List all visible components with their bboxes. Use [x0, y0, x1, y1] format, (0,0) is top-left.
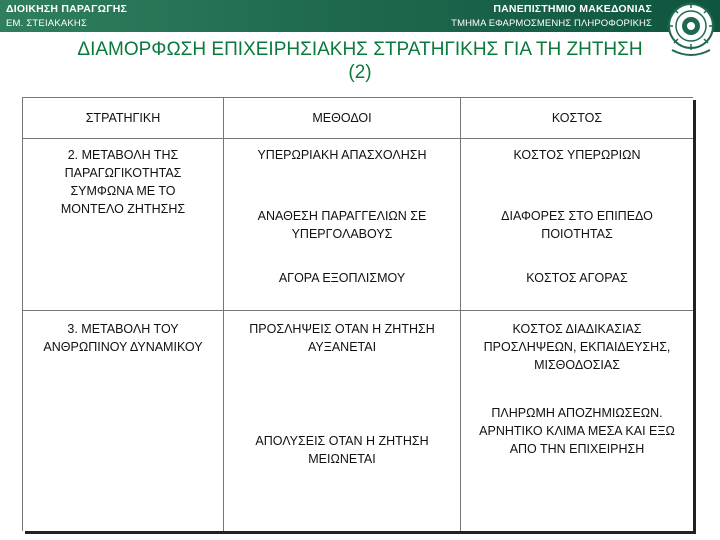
- page-title: [0, 38, 720, 84]
- strategy-table: [22, 97, 693, 531]
- method-cell: ΑΠΟΛΥΣΕΙΣ ΟΤΑΝ Η ΖΗΤΗΣΗ ΜΕΙΩΝΕΤΑΙ: [255, 434, 429, 466]
- title-line-2: (2): [348, 62, 372, 83]
- course-info: [6, 3, 127, 29]
- cost-cell: ΔΙΑΦΟΡΕΣ ΣΤΟ ΕΠΙΠΕΔΟ ΠΟΙΟΤΗΤΑΣ: [501, 209, 653, 241]
- header-methods: ΜΕΘΟΔΟΙ: [312, 111, 372, 125]
- header-cost: ΚΟΣΤΟΣ: [551, 111, 603, 125]
- header-band: [0, 0, 720, 32]
- table-header-row: [23, 98, 693, 139]
- column-divider: [460, 98, 461, 531]
- university-info: [451, 3, 652, 29]
- instructor-name: ΕΜ. ΣΤΕΙΑΚΑΚΗΣ: [6, 18, 88, 29]
- strategy-label: 2. ΜΕΤΑΒΟΛΗ ΤΗΣ ΠΑΡΑΓΩΓΙΚΟΤΗΤΑΣ ΣΥΜΦΩΝΑ ΜΕ ΤΟ ΜΟΝΤΕΛΟ ΖΗΤΗΣΗΣ: [60, 148, 186, 216]
- department-name: ΤΜΗΜΑ ΕΦΑΡΜΟΣΜΕΝΗΣ ΠΛΗΡΟΦΟΡΙΚΗΣ: [451, 18, 652, 29]
- university-name: ΠΑΝΕΠΙΣΤΗΜΙΟ ΜΑΚΕΔΟΝΙΑΣ: [493, 3, 652, 15]
- cost-cell: ΚΟΣΤΟΣ ΔΙΑΔΙΚΑΣΙΑΣ ΠΡΟΣΛΗΨΕΩΝ, ΕΚΠΑΙΔΕΥΣΗΣ, ΜΙΣΘΟΔΟΣΙΑΣ: [483, 322, 671, 372]
- column-divider: [223, 98, 224, 531]
- course-title: ΔΙΟΙΚΗΣΗ ΠΑΡΑΓΩΓΗΣ: [6, 3, 128, 15]
- strategy-label: 3. ΜΕΤΑΒΟΛΗ ΤΟΥ ΑΝΘΡΩΠΙΝΟΥ ΔΥΝΑΜΙΚΟΥ: [43, 322, 203, 354]
- method-cell: ΑΓΟΡΑ ΕΞΟΠΛΙΣΜΟΥ: [278, 271, 406, 285]
- method-cell: ΠΡΟΣΛΗΨΕΙΣ ΟΤΑΝ Η ΖΗΤΗΣΗ ΑΥΞΑΝΕΤΑΙ: [249, 322, 435, 354]
- method-cell: ΥΠΕΡΩΡΙΑΚΗ ΑΠΑΣΧΟΛΗΣΗ: [257, 148, 427, 162]
- cost-cell: ΚΟΣΤΟΣ ΑΓΟΡΑΣ: [526, 271, 628, 285]
- method-cell: ΑΝΑΘΕΣΗ ΠΑΡΑΓΓΕΛΙΩΝ ΣΕ ΥΠΕΡΓΟΛΑΒΟΥΣ: [257, 209, 427, 241]
- cost-cell: ΠΛΗΡΩΜΗ ΑΠΟΖΗΜΙΩΣΕΩΝ. ΑΡΝΗΤΙΚΟ ΚΛΙΜΑ ΜΕΣΑ ΚΑΙ ΕΞΩ ΑΠΟ ΤΗΝ ΕΠΙΧΕΙΡΗΣΗ: [479, 406, 675, 456]
- row-divider: [23, 310, 693, 311]
- title-line-1: ΔΙΑΜΟΡΦΩΣΗ ΕΠΙΧΕΙΡΗΣΙΑΚΗΣ ΣΤΡΑΤΗΓΙΚΗΣ ΓΙΑ ΤΗ ΖΗΤΗΣΗ: [77, 39, 643, 60]
- cost-cell: ΚΟΣΤΟΣ ΥΠΕΡΩΡΙΩΝ: [513, 148, 641, 162]
- header-strategy: ΣΤΡΑΤΗΓΙΚΗ: [85, 111, 161, 125]
